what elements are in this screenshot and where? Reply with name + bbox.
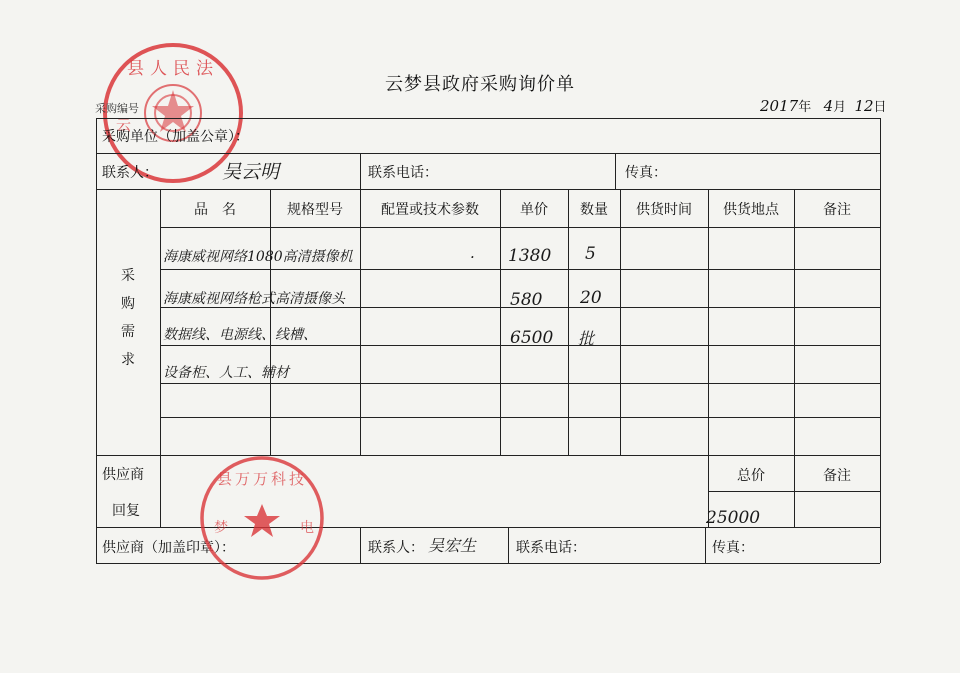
buyer-fax-label: 传真： (625, 165, 667, 181)
date-month: 4 (823, 97, 834, 115)
purchasing-unit-label: 采购单位（加盖公章）： (102, 129, 249, 145)
procurement-needs-label: 采 购 需 求 (121, 268, 135, 368)
item-row-4-name: 设备柜、人工、辅材 (163, 365, 289, 381)
total-price-label: 总价 (737, 468, 765, 484)
col-header-delivery-place: 供货地点 (723, 202, 779, 218)
supplier-contact-label: 联系人： (368, 540, 424, 556)
buyer-phone-label: 联系电话： (368, 165, 438, 181)
supplier-fax-label: 传真： (712, 540, 754, 556)
supplier-phone-label: 联系电话： (516, 540, 586, 556)
date-day: 12 (854, 97, 874, 115)
supplier-seal-label: 供应商（加盖印章）： (102, 540, 235, 556)
buyer-contact-label: 联系人： (102, 165, 158, 181)
svg-text:云: 云 (116, 116, 132, 134)
document-date: 2017年 4月 12日 (760, 97, 887, 115)
item-row-2-name: 海康威视网络枪式高清摄像头 (163, 291, 345, 307)
svg-text:电: 电 (300, 520, 314, 536)
item-row-3-price: 6500 (510, 328, 554, 348)
col-header-name: 品 名 (194, 202, 236, 218)
item-row-3-qty: 批 (578, 329, 595, 348)
col-header-price: 单价 (520, 202, 548, 218)
col-header-delivery-time: 供货时间 (636, 202, 692, 218)
item-row-3-name: 数据线、电源线、线槽、 (163, 327, 317, 343)
col-header-remark: 备注 (823, 202, 851, 218)
svg-text:县人民法: 县人民法 (127, 59, 219, 79)
supplier-remark-label: 备注 (823, 468, 851, 484)
buyer-contact-signature: 吴云明 (222, 161, 280, 183)
item-row-1-price: 1380 (508, 246, 552, 266)
item-row-1-name: 海康威视网络1080高清摄像机 (163, 249, 353, 265)
item-row-2-price: 580 (510, 290, 543, 310)
col-header-spec: 规格型号 (287, 202, 343, 218)
svg-text:县万万科技: 县万万科技 (216, 470, 308, 488)
supplier-reply-label-1: 供应商 (102, 467, 144, 483)
col-header-params: 配置或技术参数 (381, 202, 479, 218)
date-year: 2017 (760, 97, 799, 115)
supplier-seal-stamp (196, 452, 328, 584)
total-price-value: 25000 (706, 508, 761, 528)
supplier-reply-label-2: 回复 (112, 503, 140, 519)
svg-text:梦: 梦 (214, 520, 228, 536)
item-row-2-qty: 20 (580, 288, 602, 308)
supplier-contact-signature: 吴宏生 (428, 536, 477, 555)
document-title: 云梦县政府采购询价单 (385, 74, 575, 95)
procurement-code-label: 采购编号 (95, 102, 139, 115)
col-header-qty: 数量 (580, 202, 608, 218)
item-row-1-params: . (470, 244, 475, 262)
item-row-1-qty: 5 (585, 244, 596, 264)
